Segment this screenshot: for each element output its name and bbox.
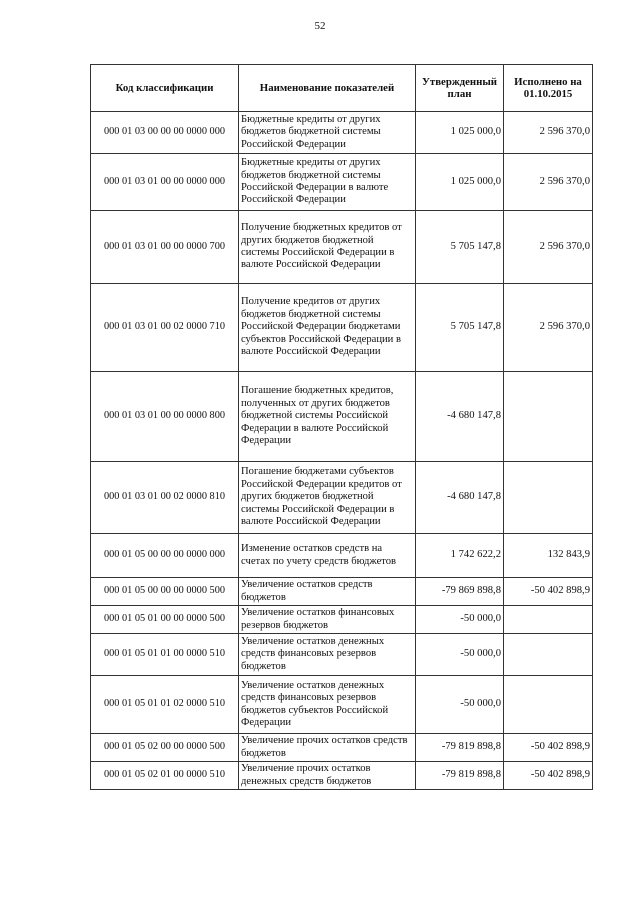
row-plan: -4 680 147,8 — [416, 372, 504, 462]
row-name: Увеличение прочих остатков средств бюджетов — [239, 734, 416, 762]
table-row — [91, 676, 593, 734]
row-executed: 2 596 370,0 — [504, 211, 593, 284]
row-name: Увеличение остатков финансовых резервов бюджетов — [239, 606, 416, 634]
row-executed — [504, 634, 593, 676]
table-row — [91, 534, 593, 578]
row-name: Увеличение прочих остатков денежных средств бюджетов — [239, 762, 416, 790]
row-code: 000 01 05 01 00 00 0000 500 — [91, 606, 239, 634]
row-code: 000 01 05 02 00 00 0000 500 — [91, 734, 239, 762]
row-executed: -50 402 898,9 — [504, 578, 593, 606]
table-row — [91, 734, 593, 762]
row-plan: 5 705 147,8 — [416, 284, 504, 372]
table-row — [91, 762, 593, 790]
row-code: 000 01 05 00 00 00 0000 000 — [91, 534, 239, 578]
row-code: 000 01 03 00 00 00 0000 000 — [91, 112, 239, 154]
row-name: Бюджетные кредиты от других бюджетов бюджетной системы Российской Федерации — [239, 112, 416, 154]
row-name: Получение кредитов от других бюджетов бюджетной системы Российской Федерации бюджетами субъектов Российской Федерации в валюте Российской Федерации — [239, 284, 416, 372]
row-code: 000 01 03 01 00 00 0000 700 — [91, 211, 239, 284]
row-name: Бюджетные кредиты от других бюджетов бюджетной системы Российской Федерации в валюте Российской Федерации — [239, 154, 416, 211]
row-plan: -79 819 898,8 — [416, 734, 504, 762]
table-row — [91, 372, 593, 462]
row-plan: 1 742 622,2 — [416, 534, 504, 578]
row-executed: 132 843,9 — [504, 534, 593, 578]
row-name: Увеличение остатков средств бюджетов — [239, 578, 416, 606]
row-code: 000 01 03 01 00 00 0000 800 — [91, 372, 239, 462]
page-number: 52 — [314, 20, 326, 32]
row-code: 000 01 05 01 01 00 0000 510 — [91, 634, 239, 676]
table-header-row — [91, 65, 593, 112]
row-executed: 2 596 370,0 — [504, 284, 593, 372]
header-executed: Исполнено на 01.10.2015 — [504, 65, 593, 112]
row-name: Увеличение остатков денежных средств финансовых резервов бюджетов — [239, 634, 416, 676]
table-row — [91, 578, 593, 606]
row-executed: 2 596 370,0 — [504, 154, 593, 211]
row-executed: -50 402 898,9 — [504, 762, 593, 790]
budget-sources-table — [90, 64, 593, 790]
row-executed: 2 596 370,0 — [504, 112, 593, 154]
row-name: Погашение бюджетами субъектов Российской Федерации кредитов от других бюджетов бюджетной системы Российской Федерации в валюте Российской Федерации — [239, 462, 416, 534]
row-plan: 1 025 000,0 — [416, 154, 504, 211]
header-code: Код классификации — [91, 65, 239, 112]
row-name: Погашение бюджетных кредитов, полученных от других бюджетов бюджетной системы Российской Федерации в валюте Российской Федерации — [239, 372, 416, 462]
row-plan: -50 000,0 — [416, 606, 504, 634]
row-plan: 5 705 147,8 — [416, 211, 504, 284]
row-plan: -79 869 898,8 — [416, 578, 504, 606]
row-executed — [504, 676, 593, 734]
row-executed: -50 402 898,9 — [504, 734, 593, 762]
row-plan: -4 680 147,8 — [416, 462, 504, 534]
table-row — [91, 606, 593, 634]
table-row — [91, 284, 593, 372]
row-executed — [504, 606, 593, 634]
row-code: 000 01 03 01 00 02 0000 810 — [91, 462, 239, 534]
row-name: Изменение остатков средств на счетах по учету средств бюджетов — [239, 534, 416, 578]
row-code: 000 01 03 01 00 02 0000 710 — [91, 284, 239, 372]
row-name: Получение бюджетных кредитов от других бюджетов бюджетной системы Российской Федерации в валюте Российской Федерации — [239, 211, 416, 284]
row-plan: 1 025 000,0 — [416, 112, 504, 154]
table-row — [91, 154, 593, 211]
row-plan: -50 000,0 — [416, 676, 504, 734]
row-plan: -50 000,0 — [416, 634, 504, 676]
row-plan: -79 819 898,8 — [416, 762, 504, 790]
table-row — [91, 634, 593, 676]
row-executed — [504, 372, 593, 462]
row-code: 000 01 05 00 00 00 0000 500 — [91, 578, 239, 606]
row-code: 000 01 05 01 01 02 0000 510 — [91, 676, 239, 734]
header-plan: Утвержденный план — [416, 65, 504, 112]
table-row — [91, 462, 593, 534]
table-row — [91, 112, 593, 154]
header-name: Наименование показателей — [239, 65, 416, 112]
row-code: 000 01 03 01 00 00 0000 000 — [91, 154, 239, 211]
row-name: Увеличение остатков денежных средств финансовых резервов бюджетов субъектов Российской Федерации — [239, 676, 416, 734]
row-executed — [504, 462, 593, 534]
row-code: 000 01 05 02 01 00 0000 510 — [91, 762, 239, 790]
table-row — [91, 211, 593, 284]
